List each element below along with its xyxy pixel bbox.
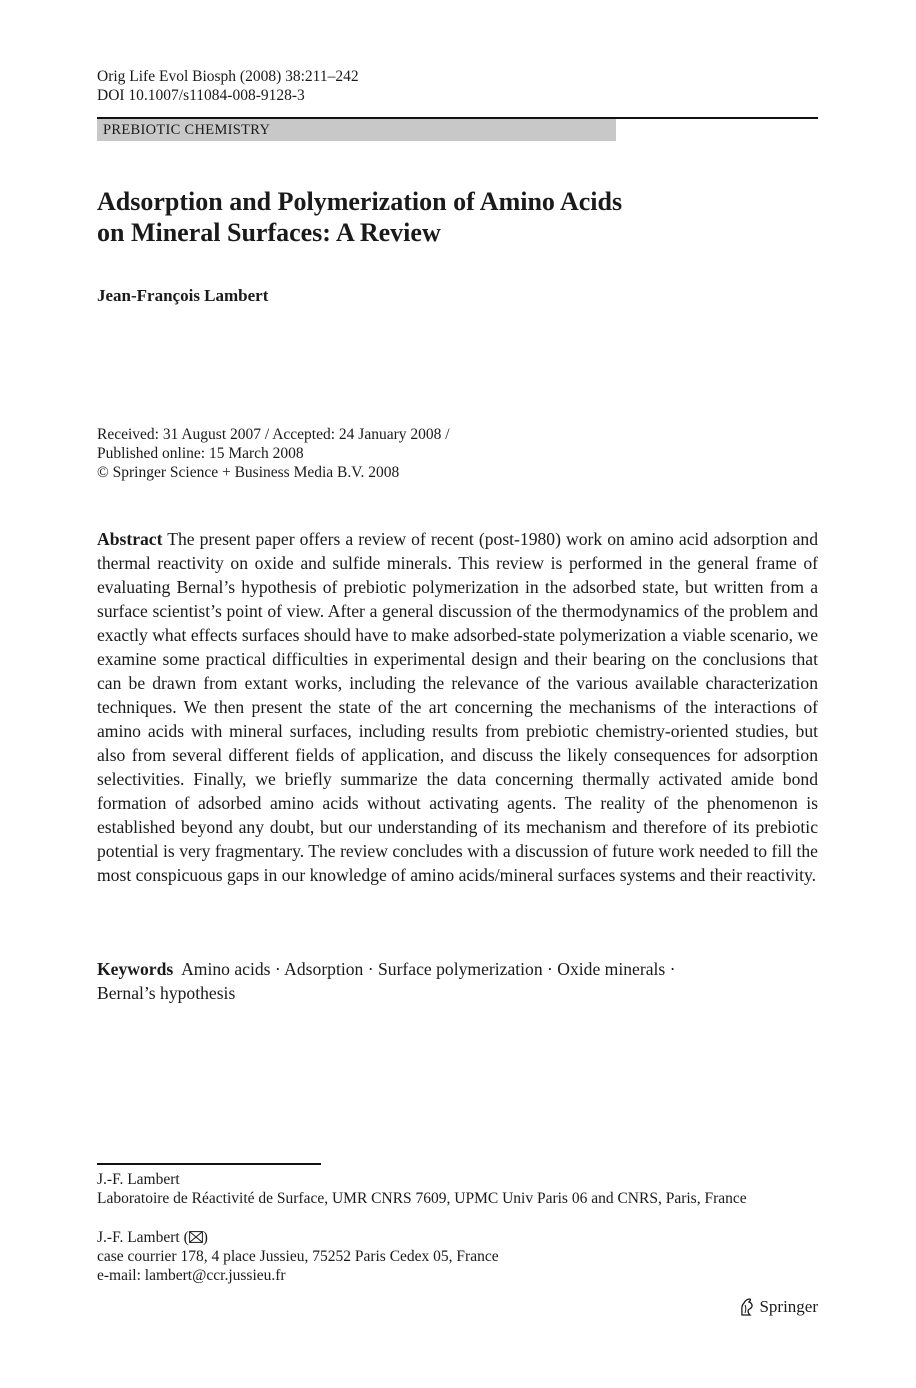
received-accepted: Received: 31 August 2007 / Accepted: 24 January 2008 /	[97, 426, 450, 443]
journal-doi: DOI 10.1007/s11084-008-9128-3	[97, 87, 305, 104]
footnote-rule	[97, 1163, 321, 1165]
section-label: PREBIOTIC CHEMISTRY	[103, 122, 271, 138]
keywords	[97, 957, 818, 1005]
abstract-label: Abstract	[97, 529, 163, 549]
title-line-1: Adsorption and Polymerization of Amino Acids	[97, 187, 623, 216]
footnote-affiliation	[97, 1170, 747, 1208]
footnote-name-1: J.-F. Lambert	[97, 1171, 180, 1188]
author-name: Jean-François Lambert	[97, 286, 269, 305]
footnote-affiliation-text: Laboratoire de Réactivité de Surface, UMR CNRS 7609, UPMC Univ Paris 06 and CNRS, Paris, France	[97, 1190, 747, 1207]
footnote-address: case courrier 178, 4 place Jussieu, 75252 Paris Cedex 05, France	[97, 1248, 499, 1265]
envelope-icon	[189, 1231, 203, 1243]
publication-dates	[97, 425, 450, 482]
abstract-text: The present paper offers a review of recent (post-1980) work on amino acid adsorption and thermal reactivity on oxide and sulfide minerals. This review is performed in the general frame of evaluating Bernal’s hypothesis of prebiotic polymerization in the adsorbed state, but written from a surface scientist’s point of view. After a general discussion of the thermodynamics of the problem and exactly what effects surfaces should have to make adsorbed-state polymerization a viable scenario, we examine some practical difficulties in experimental design and their bearing on the conclusions that can be drawn from extant works, including the relevance of the various available characterization techniques. We then present the state of the art concerning the mechanisms of the interactions of amino acids with mineral surfaces, including results from prebiotic chemistry-oriented studies, but also from several different fields of application, and discuss the likely consequences for adsorption selectivities. Finally, we briefly summarize the data concerning thermally activated amide bond formation of adsorbed amino acids without activating agents. The reality of the phenomenon is established beyond any doubt, but our understanding of its mechanism and therefore of its prebiotic potential is very fragmentary. The review concludes with a discussion of future work needed to fill the most conspicuous gaps in our knowledge of amino acids/mineral surfaces systems and their reactivity.	[97, 529, 818, 885]
footnote-name-2: J.-F. Lambert (	[97, 1229, 189, 1246]
publisher-logo	[738, 1297, 818, 1317]
keywords-line-2: Bernal’s hypothesis	[97, 983, 236, 1003]
paper-title	[97, 186, 737, 248]
abstract	[97, 527, 818, 887]
footnote-name-2-line	[97, 1228, 499, 1247]
copyright: © Springer Science + Business Media B.V. 2008	[97, 464, 400, 481]
publisher-name: Springer	[759, 1297, 818, 1316]
keywords-label: Keywords	[97, 959, 174, 979]
footnote-correspondence	[97, 1228, 499, 1285]
footnote-name-2-close: )	[202, 1229, 208, 1246]
springer-horse-icon	[738, 1297, 756, 1317]
journal-header	[97, 67, 359, 105]
footnote-email: e-mail: lambert@ccr.jussieu.fr	[97, 1267, 286, 1284]
published-online: Published online: 15 March 2008	[97, 445, 304, 462]
title-line-2: on Mineral Surfaces: A Review	[97, 218, 441, 247]
keywords-line-1: Amino acids · Adsorption · Surface polymerization · Oxide minerals ·	[181, 959, 676, 979]
journal-citation: Orig Life Evol Biosph (2008) 38:211–242	[97, 68, 359, 85]
